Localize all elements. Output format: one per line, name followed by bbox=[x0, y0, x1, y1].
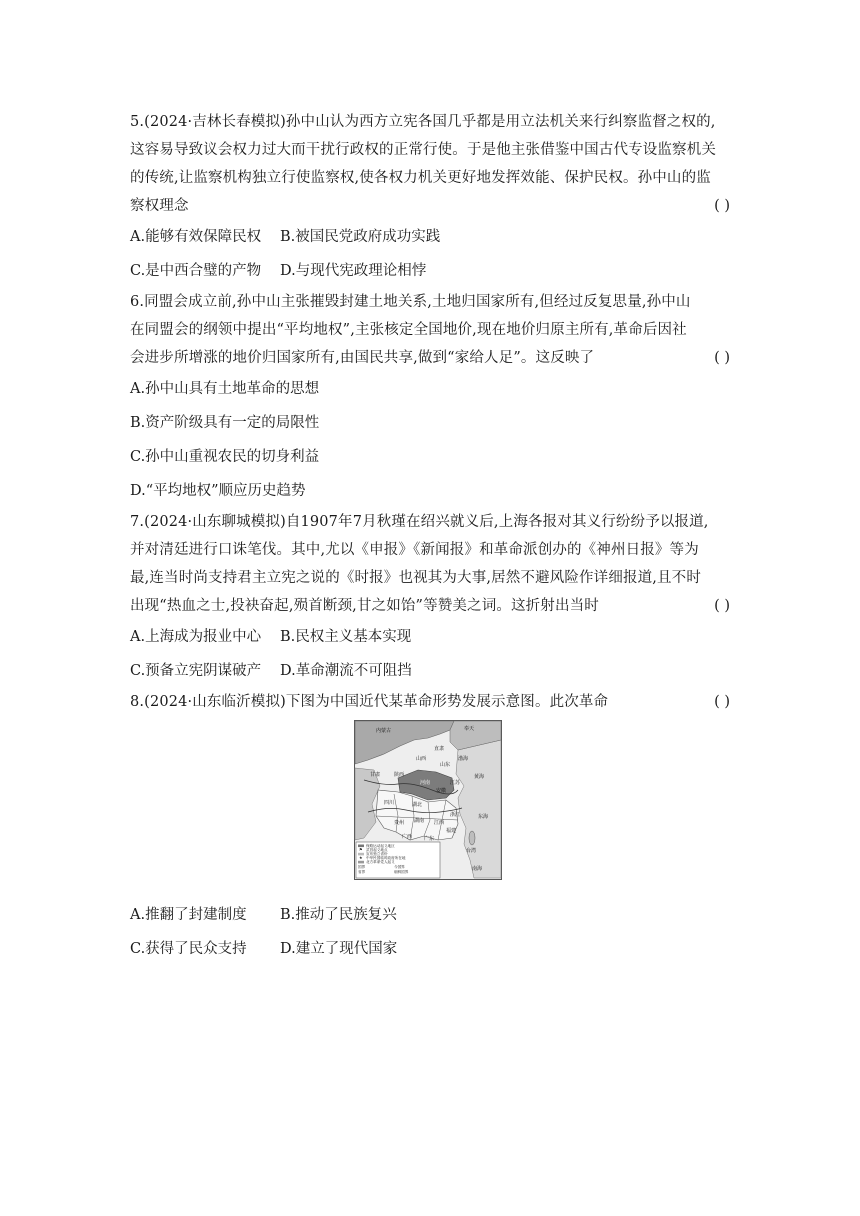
svg-text:保路运动起义地区: 保路运动起义地区 bbox=[366, 844, 395, 848]
option-b[interactable]: B.被国民党政府成功实践 bbox=[280, 229, 441, 245]
svg-text:江苏: 江苏 bbox=[450, 780, 461, 786]
question-6-line-3 bbox=[130, 344, 730, 372]
option-b[interactable]: B.推动了民族复兴 bbox=[280, 907, 397, 923]
svg-text:浙江: 浙江 bbox=[450, 812, 461, 818]
option-a[interactable]: A.上海成为报业中心 bbox=[130, 629, 262, 645]
option-d[interactable]: D.建立了现代国家 bbox=[280, 941, 398, 957]
svg-text:渤海: 渤海 bbox=[458, 756, 469, 762]
svg-text:省界: 省界 bbox=[358, 870, 366, 874]
answer-blank-7[interactable]: ( ) bbox=[714, 598, 730, 614]
taiwan-island bbox=[469, 831, 475, 845]
svg-text:黄海: 黄海 bbox=[474, 774, 485, 780]
option-d[interactable]: D.与现代宪政理论相悖 bbox=[280, 263, 427, 279]
question-5-stem-end: 察权理念 bbox=[130, 198, 189, 214]
svg-text:武昌起义地点: 武昌起义地点 bbox=[366, 848, 388, 852]
option-c[interactable]: C.孙中山重视农民的切身利益 bbox=[130, 449, 320, 465]
svg-text:宣布独立省份: 宣布独立省份 bbox=[366, 852, 388, 856]
svg-text:内蒙古: 内蒙古 bbox=[376, 728, 392, 734]
svg-text:广西: 广西 bbox=[402, 834, 413, 840]
option-c[interactable]: C.预备立宪阴谋破产 bbox=[130, 663, 262, 679]
question-7 bbox=[130, 508, 730, 688]
question-7-line-4 bbox=[130, 592, 730, 620]
svg-text:江西: 江西 bbox=[434, 820, 445, 826]
question-5-line-2: 这容易导致议会权力过大而干扰行政权的正常行使。于是他主张借鉴中国古代专设监察机关 bbox=[130, 142, 716, 158]
question-6-stem-end: 会进步所增涨的地价归国家所有,由国民共享,做到“家给人足”。这反映了 bbox=[130, 350, 595, 366]
question-5-line-3: 的传统,让监察机构独立行使监察权,使各权力机关更好地发挥效能、保护民权。孙中山的监 bbox=[130, 170, 711, 186]
revolution-map bbox=[354, 720, 502, 880]
svg-text:东海: 东海 bbox=[478, 814, 489, 820]
svg-text:朝鲜国界: 朝鲜国界 bbox=[394, 870, 409, 874]
svg-text:中华民国临时政府所在地: 中华民国临时政府所在地 bbox=[366, 856, 406, 860]
svg-text:南海: 南海 bbox=[472, 866, 483, 872]
svg-text:湖北: 湖北 bbox=[412, 802, 423, 808]
svg-text:河南: 河南 bbox=[420, 780, 431, 786]
question-6-line-1: 6.同盟会成立前,孙中山主张摧毁封建土地关系,土地归国家所有,但经过反复思量,孙中山 bbox=[130, 294, 691, 310]
answer-blank-8[interactable]: ( ) bbox=[714, 694, 730, 710]
option-a[interactable]: A.孙中山具有土地革命的思想 bbox=[130, 381, 320, 397]
question-8 bbox=[130, 688, 730, 966]
question-page bbox=[130, 108, 730, 966]
svg-text:四川: 四川 bbox=[384, 800, 395, 806]
question-5-line-1: 5.(2024·吉林长春模拟)孙中山认为西方立宪各国几乎都是用立法机关来行纠察监督之权的, bbox=[130, 114, 716, 130]
svg-text:安徽: 安徽 bbox=[436, 788, 447, 794]
svg-text:福建: 福建 bbox=[446, 828, 457, 834]
options-row bbox=[130, 932, 730, 966]
svg-text:直隶: 直隶 bbox=[434, 746, 445, 752]
option-b[interactable]: B.民权主义基本实现 bbox=[280, 629, 412, 645]
svg-text:山西: 山西 bbox=[416, 756, 427, 762]
question-7-line-1: 7.(2024·山东聊城模拟)自1907年7月秋瑾在绍兴就义后,上海各报对其义行纷纷予以报道, bbox=[130, 514, 709, 530]
svg-text:奉天: 奉天 bbox=[464, 726, 475, 732]
answer-blank-6[interactable]: ( ) bbox=[714, 350, 730, 366]
question-8-stem: 8.(2024·山东临沂模拟)下图为中国近代某革命形势发展示意图。此次革命 bbox=[130, 694, 609, 710]
svg-text:国界: 国界 bbox=[358, 865, 366, 869]
svg-text:湖南: 湖南 bbox=[414, 818, 425, 824]
options-row bbox=[130, 620, 730, 654]
question-7-stem-end: 出现“热血之士,投袂奋起,殒首断颈,甘之如饴”等赞美之词。这折射出当时 bbox=[130, 598, 599, 614]
svg-text:北方革命党人起义: 北方革命党人起义 bbox=[366, 860, 395, 864]
svg-text:山东: 山东 bbox=[440, 762, 451, 768]
options-row bbox=[130, 254, 730, 288]
option-a[interactable]: A.能够有效保障民权 bbox=[130, 229, 262, 245]
question-8-line-1 bbox=[130, 688, 730, 716]
answer-blank-5[interactable]: ( ) bbox=[714, 198, 730, 214]
options-row bbox=[130, 654, 730, 688]
svg-text:⚑: ⚑ bbox=[359, 847, 363, 852]
svg-text:★: ★ bbox=[359, 855, 363, 860]
svg-text:甘肃: 甘肃 bbox=[370, 772, 381, 778]
svg-text:贵州: 贵州 bbox=[394, 820, 405, 826]
svg-text:广东: 广东 bbox=[424, 836, 435, 842]
question-7-line-2: 并对清廷进行口诛笔伐。其中,尤以《申报》《新闻报》和革命派创办的《神州日报》等为 bbox=[130, 542, 699, 558]
option-c[interactable]: C.是中西合璧的产物 bbox=[130, 263, 262, 279]
option-d[interactable]: D.革命潮流不可阻挡 bbox=[280, 663, 412, 679]
svg-text:台湾: 台湾 bbox=[466, 848, 477, 854]
option-b[interactable]: B.资产阶级具有一定的局限性 bbox=[130, 415, 320, 431]
options-row bbox=[130, 220, 730, 254]
question-5-line-4 bbox=[130, 192, 730, 220]
options-row bbox=[130, 898, 730, 932]
question-6 bbox=[130, 288, 730, 508]
option-a[interactable]: A.推翻了封建制度 bbox=[130, 907, 247, 923]
question-7-line-3: 最,连当时尚支持君主立宪之说的《时报》也视其为大事,居然不避风险作详细报道,且不时 bbox=[130, 570, 701, 586]
question-5 bbox=[130, 108, 730, 288]
svg-text:陕西: 陕西 bbox=[394, 772, 405, 778]
svg-text:今国界: 今国界 bbox=[394, 865, 405, 869]
option-c[interactable]: C.获得了民众支持 bbox=[130, 941, 247, 957]
option-d[interactable]: D.“平均地权”顺应历史趋势 bbox=[130, 483, 306, 499]
question-6-line-2: 在同盟会的纲领中提出“平均地权”,主张核定全国地价,现在地价归原主所有,革命后因社 bbox=[130, 322, 687, 338]
map-figure bbox=[130, 720, 730, 890]
